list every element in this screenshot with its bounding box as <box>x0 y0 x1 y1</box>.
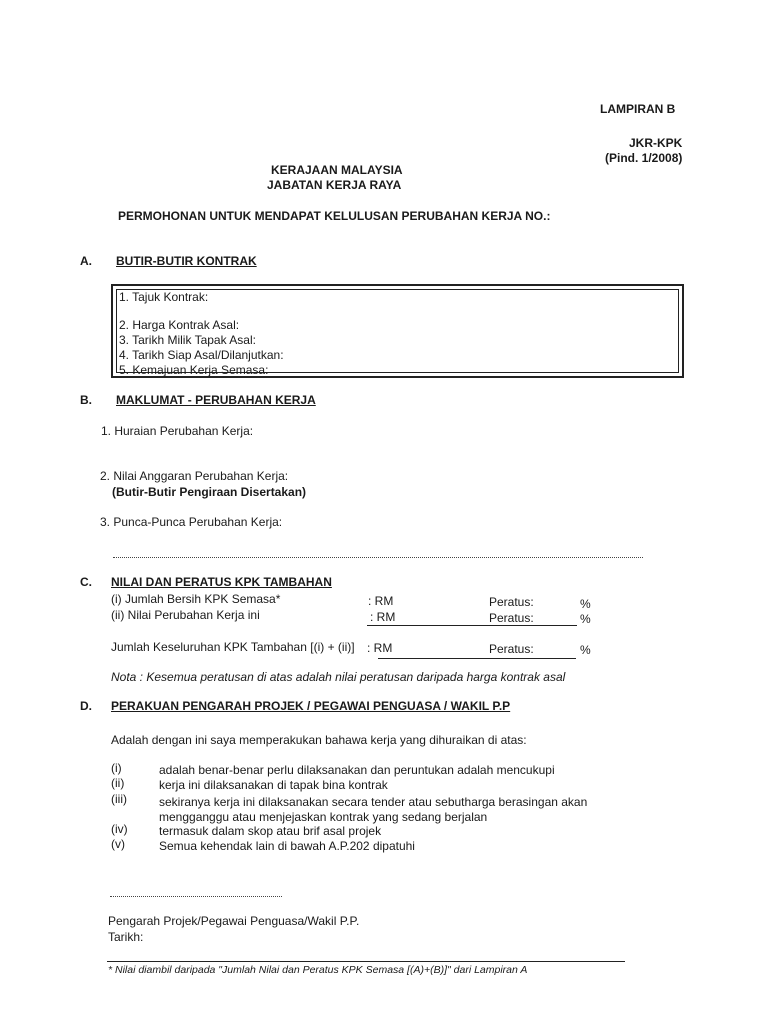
declaration-num-iv: (iv) <box>111 822 128 836</box>
date-field[interactable]: Tarikh: <box>108 930 144 944</box>
dotted-answer-line <box>113 557 643 558</box>
signature-line[interactable] <box>110 896 282 897</box>
declaration-text-iii-cont: mengganggu atau menjejaskan kontrak yang sedang berjalan <box>159 810 488 824</box>
change-reasons-field[interactable]: 3. Punca-Punca Perubahan Kerja: <box>100 515 283 529</box>
total-kpk-peratus[interactable]: Peratus: <box>489 642 534 656</box>
contract-title-field[interactable]: 1. Tajuk Kontrak: <box>119 290 209 304</box>
change-value-percent-sign: % <box>580 612 591 626</box>
footnote-rule <box>107 961 625 962</box>
total-kpk-percent-sign: % <box>580 643 591 657</box>
total-kpk-label: Jumlah Keseluruhan KPK Tambahan [(i) + (ii)] <box>111 640 355 654</box>
estimated-value-field[interactable]: 2. Nilai Anggaran Perubahan Kerja: <box>100 469 289 483</box>
declaration-text-ii: kerja ini dilaksanakan di tapak bina kontrak <box>159 778 388 792</box>
change-value-peratus[interactable]: Peratus: <box>489 611 534 625</box>
change-value-rm[interactable]: : RM <box>370 610 396 624</box>
completion-date-field[interactable]: 4. Tarikh Siap Asal/Dilanjutkan: <box>119 348 284 362</box>
form-code: JKR-KPK <box>629 136 683 150</box>
subtotal-rule <box>367 625 577 626</box>
total-kpk-rm[interactable]: : RM <box>367 641 393 655</box>
section-d-letter: D. <box>80 699 92 713</box>
amendment-label: (Pind. 1/2008) <box>605 151 683 165</box>
site-possession-date-field[interactable]: 3. Tarikh Milik Tapak Asal: <box>119 333 256 347</box>
total-rule <box>378 658 576 659</box>
section-c-note: Nota : Kesemua peratusan di atas adalah nilai peratusan daripada harga kontrak asal <box>111 670 566 684</box>
section-d-heading: PERAKUAN PENGARAH PROJEK / PEGAWAI PENGUASA / WAKIL P.P <box>111 699 511 713</box>
declaration-intro: Adalah dengan ini saya memperakukan bahawa kerja yang dihuraikan di atas: <box>111 733 527 747</box>
current-kpk-percent-sign: % <box>580 597 591 611</box>
contract-details-box <box>111 284 684 378</box>
section-c-heading: NILAI DAN PERATUS KPK TAMBAHAN <box>111 575 332 589</box>
change-description-field[interactable]: 1. Huraian Perubahan Kerja: <box>101 424 254 438</box>
footnote: * Nilai diambil daripada "Jumlah Nilai dan Peratus KPK Semasa [(A)+(B)]" dari Lampiran A <box>108 964 528 976</box>
declaration-num-i: (i) <box>111 761 122 775</box>
declaration-text-i: adalah benar-benar perlu dilaksanakan dan peruntukan adalah mencukupi <box>159 763 555 777</box>
work-progress-field[interactable]: 5. Kemajuan Kerja Semasa: <box>119 363 269 377</box>
current-kpk-peratus[interactable]: Peratus: <box>489 595 534 609</box>
declaration-num-ii: (ii) <box>111 776 125 790</box>
section-a-letter: A. <box>80 254 92 268</box>
current-kpk-label: (i) Jumlah Bersih KPK Semasa* <box>111 592 281 606</box>
government-name: KERAJAAN MALAYSIA <box>271 163 403 177</box>
signatory-title: Pengarah Projek/Pegawai Penguasa/Wakil P.P. <box>108 914 360 928</box>
section-b-letter: B. <box>80 393 92 407</box>
original-price-field[interactable]: 2. Harga Kontrak Asal: <box>119 318 240 332</box>
declaration-text-iii: sekiranya kerja ini dilaksanakan secara tender atau sebutharga berasingan akan <box>159 795 588 809</box>
change-value-label: (ii) Nilai Perubahan Kerja ini <box>111 608 260 622</box>
section-c-letter: C. <box>80 575 92 589</box>
declaration-num-v: (v) <box>111 837 125 851</box>
section-a-heading: BUTIR-BUTIR KONTRAK <box>116 254 257 268</box>
current-kpk-rm[interactable]: : RM <box>368 594 394 608</box>
calculation-note: (Butir-Butir Pengiraan Disertakan) <box>112 485 307 499</box>
section-b-heading: MAKLUMAT - PERUBAHAN KERJA <box>116 393 316 407</box>
declaration-text-v: Semua kehendak lain di bawah A.P.202 dipatuhi <box>159 839 415 853</box>
declaration-text-iv: termasuk dalam skop atau brif asal projek <box>159 824 382 838</box>
department-name: JABATAN KERJA RAYA <box>267 178 402 192</box>
contract-details-inner <box>116 289 679 377</box>
appendix-label: LAMPIRAN B <box>600 102 676 116</box>
form-title: PERMOHONAN UNTUK MENDAPAT KELULUSAN PERUBAHAN KERJA NO.: <box>118 209 551 223</box>
declaration-num-iii: (iii) <box>111 792 127 806</box>
